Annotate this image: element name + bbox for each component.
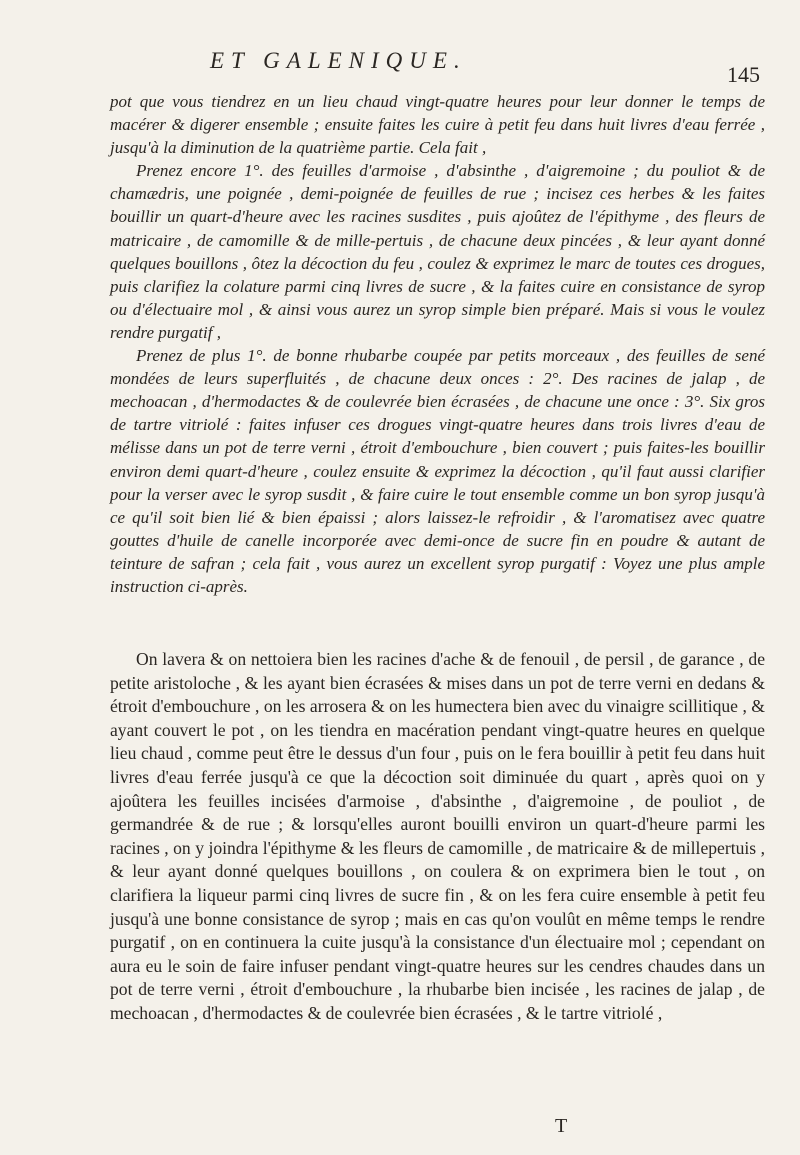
italic-paragraph: Prenez encore 1°. des feuilles d'armoise , d'absinthe , d'aigremoine ; du pouliot & de chamædris, une poignée , demi-poignée de feuilles de rue ; incisez ces herbes & les faites bouillir un quart-d'heure avec les racines susdites , puis ajoûtez de l'épithyme , des fleurs de matricaire , de camomille & de mille-pertuis , de chacune deux pincées , & leur ayant donné quelques bouillons , ôtez la décoction du feu , coulez & exprimez le marc de toutes ces drogues, puis clarifiez la colature parmi cinq livres de sucre , & la faites cuire en consistance de syrop ou d'électuaire mol , & ainsi vous aurez un syrop simple bien préparé. Mais si vous le voulez rendre purgatif , — [110, 161, 765, 342]
page-number: 145 — [727, 62, 760, 87]
page-header — [100, 48, 760, 88]
italic-paragraph: Prenez de plus 1°. de bonne rhubarbe coupée par petits morceaux , des feuilles de sené mondées de leurs superfluités , de chacune deux onces : 2°. Des racines de jalap , de mechoacan , d'hermodactes & de coulevrée bien écrasées , de chacune une once : 3°. Six gros de tartre vitriolé : faites infuser ces drogues vingt-quatre heures dans trois livres d'eau de mélisse dans un pot de terre verni , étroit d'embouchure , bien couvert ; puis faites-les bouillir environ demi quart-d'heure , coulez ensuite & exprimez la décoction , qu'il faut aussi clarifier pour la verser avec le syrop susdit , & faire cuire le tout ensemble comme un bon syrop jusqu'à ce qu'il soit bien lié & bien épaissi ; alors laissez-le refroidir , & l'aromatisez avec quatre gouttes d'huile de canelle incorporée avec demi-once de sucre fin en poudre & autant de teinture de safran ; cela fait , vous aurez un excellent syrop purgatif : Voyez une plus ample instruction ci-après. — [110, 346, 765, 596]
signature-mark: T — [555, 1115, 568, 1137]
roman-instruction-text — [110, 648, 765, 1026]
running-head: ET GALENIQUE. — [210, 48, 467, 73]
italic-paragraph: pot que vous tiendrez en un lieu chaud vingt-quatre heures pour leur donner le temps de macérer & digerer ensemble ; ensuite faites les cuire à petit feu dans huit livres d'eau ferrée , jusqu'à la diminution de la quatrième partie. Cela fait , — [110, 92, 765, 158]
roman-paragraph: On lavera & on nettoiera bien les racines d'ache & de fenouil , de persil , de garance , de petite aristoloche , & les ayant bien écrasées & mises dans un pot de terre verni en dedans & étroit d'embouchure , on les arrosera & on les humectera bien avec du vinaigre scillitique , & ayant couvert le pot , on les tiendra en macération pendant vingt-quatre heures en quelque lieu chaud , comme peut être le dessus d'un four , puis on le fera bouillir à petit feu dans huit livres d'eau ferrée jusqu'à ce que la décoction soit diminuée du quart , après quoi on y ajoûtera les feuilles incisées d'armoise , d'absinthe , d'aigremoine , de pouliot , de germandrée & de rue ; & lorsqu'elles auront bouilli environ un quart-d'heure parmi les racines , on y joindra l'épithyme & les fleurs de camomille , de matricaire & de millepertuis , & leur ayant donné quelques bouillons , on coulera & on exprimera bien le tout , on clarifiera la liqueur parmi cinq livres de sucre fin , & on les fera cuire ensemble à petit feu jusqu'à une bonne consistance de syrop ; mais en cas qu'on voulût en même temps le rendre purgatif , on en continuera la cuite jusqu'à la consistance d'un électuaire mol ; cependant on aura eu le soin de faire infuser pendant vingt-quatre heures sur les cendres chaudes dans un pot de terre verni , étroit d'embouchure , la rhubarbe bien incisée , les racines de jalap , de mechoacan , d'hermodactes & de coulevrée bien écrasées , & le tartre vitriolé , — [110, 649, 765, 1023]
italic-recipe-text — [110, 90, 765, 598]
